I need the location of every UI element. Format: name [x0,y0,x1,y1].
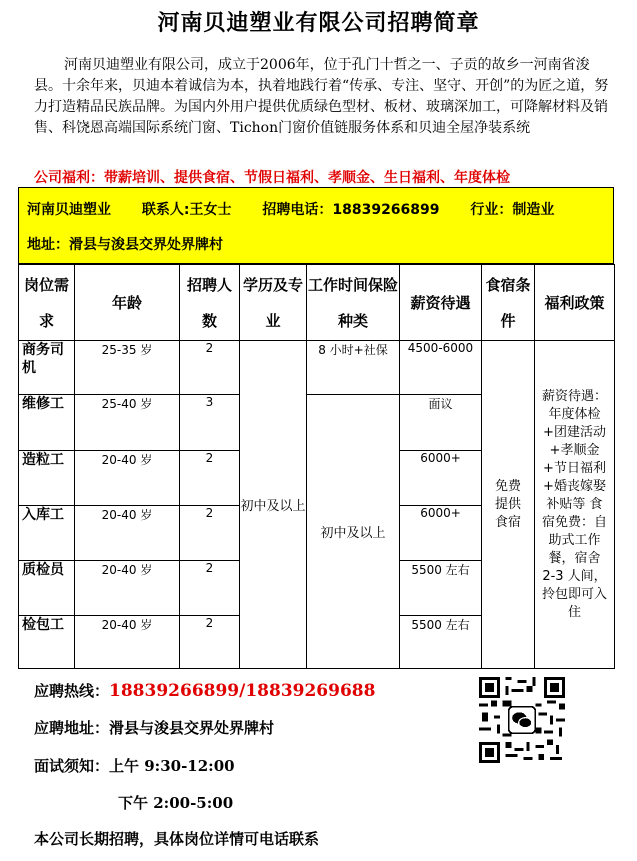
age-cell: 25-35 岁 [75,341,180,395]
count-cell: 3 [180,395,240,451]
age-cell: 20-40 岁 [75,561,180,616]
count-cell: 2 [180,616,240,669]
salary-cell: 6000+ [400,451,482,506]
industry: 行业：制造业 [470,202,555,218]
count-cell: 2 [180,506,240,561]
position-cell: 质检员 [19,561,75,616]
header-education: 学历及专业 [240,265,307,341]
position-cell: 入库工 [19,506,75,561]
position-cell: 商务司机 [19,341,75,395]
header-salary: 薪资待遇 [400,265,482,341]
welfare-line: 公司福利：带薪培训、提供食宿、节假日福利、孝顺金、生日福利、年度体检 [34,170,510,186]
interview-time-am: 上午 9:30-12:00 [109,757,235,775]
age-cell: 20-40 岁 [75,616,180,669]
position-cell: 造粒工 [19,451,75,506]
table-row [19,341,615,395]
company-info-box [18,187,614,264]
recruit-phone: 招聘电话：18839266899 [262,202,440,218]
qr-code-icon[interactable] [479,677,565,763]
hotline-label: 应聘热线： [34,682,110,700]
count-cell: 2 [180,341,240,395]
header-position: 岗位需求 [19,265,75,341]
header-lodging: 食宿条件 [482,265,535,341]
salary-cell: 面议 [400,395,482,451]
apply-address: 应聘地址：滑县与浚县交界处界牌村 [34,719,275,737]
hours-cell: 8 小时+社保 [307,341,400,395]
position-cell: 维修工 [19,395,75,451]
wechat-icon [509,707,536,734]
age-cell: 20-40 岁 [75,451,180,506]
company-name: 河南贝迪塑业 [27,202,111,218]
positions-table [18,264,615,669]
header-benefits: 福利政策 [535,265,615,341]
header-count: 招聘人数 [180,265,240,341]
benefits-cell: 薪资待遇：年度体检+团建活动+孝顺金+节日福利+婚丧嫁娶补贴等 食宿免费：自助式工作餐，宿舍 2-3 人间，拎包即可入住 [535,341,615,669]
age-cell: 25-40 岁 [75,395,180,451]
count-cell: 2 [180,561,240,616]
company-intro: 河南贝迪塑业有限公司，成立于2006年，位于孔门十哲之一、子贡的故乡一河南省浚县。十余年来，贝迪本着诚信为本，执着地践行着“传承、专注、坚守、开创”的为匠之道，努力打造精品民族品牌。为国内外用户提供优质绿色型材、板材、玻璃深加工，可降解材料及销售、科饶恩高端国际系统门窗、Tichon门窗价值链服务体系和贝迪全屋净装系统 [34,57,609,136]
hotline-line [34,680,375,701]
contact-person: 联系人:王女士 [141,202,232,218]
age-cell: 20-40 岁 [75,506,180,561]
hours-cell: 初中及以上 [307,395,400,669]
company-address: 地址：滑县与浚县交界处界牌村 [27,237,223,253]
header-hours: 工作时间保险种类 [307,265,400,341]
salary-cell: 4500-6000 [400,341,482,395]
salary-cell: 6000+ [400,506,482,561]
education-cell: 初中及以上 [240,341,307,669]
header-age: 年龄 [75,265,180,341]
lodging-cell: 免费提供食宿 [482,341,535,669]
salary-cell: 5500 左右 [400,561,482,616]
count-cell: 2 [180,451,240,506]
interview-line [34,755,235,776]
interview-time-pm: 下午 2:00-5:00 [118,794,234,812]
recruit-note: 本公司长期招聘，具体岗位详情可电话联系 [34,830,320,848]
page-title: 河南贝迪塑业有限公司招聘简章 [157,10,480,36]
interview-label: 面试须知： [34,757,110,775]
salary-cell: 5500 左右 [400,616,482,669]
hotline-number[interactable]: 18839266899/18839269688 [109,681,376,701]
position-cell: 检包工 [19,616,75,669]
